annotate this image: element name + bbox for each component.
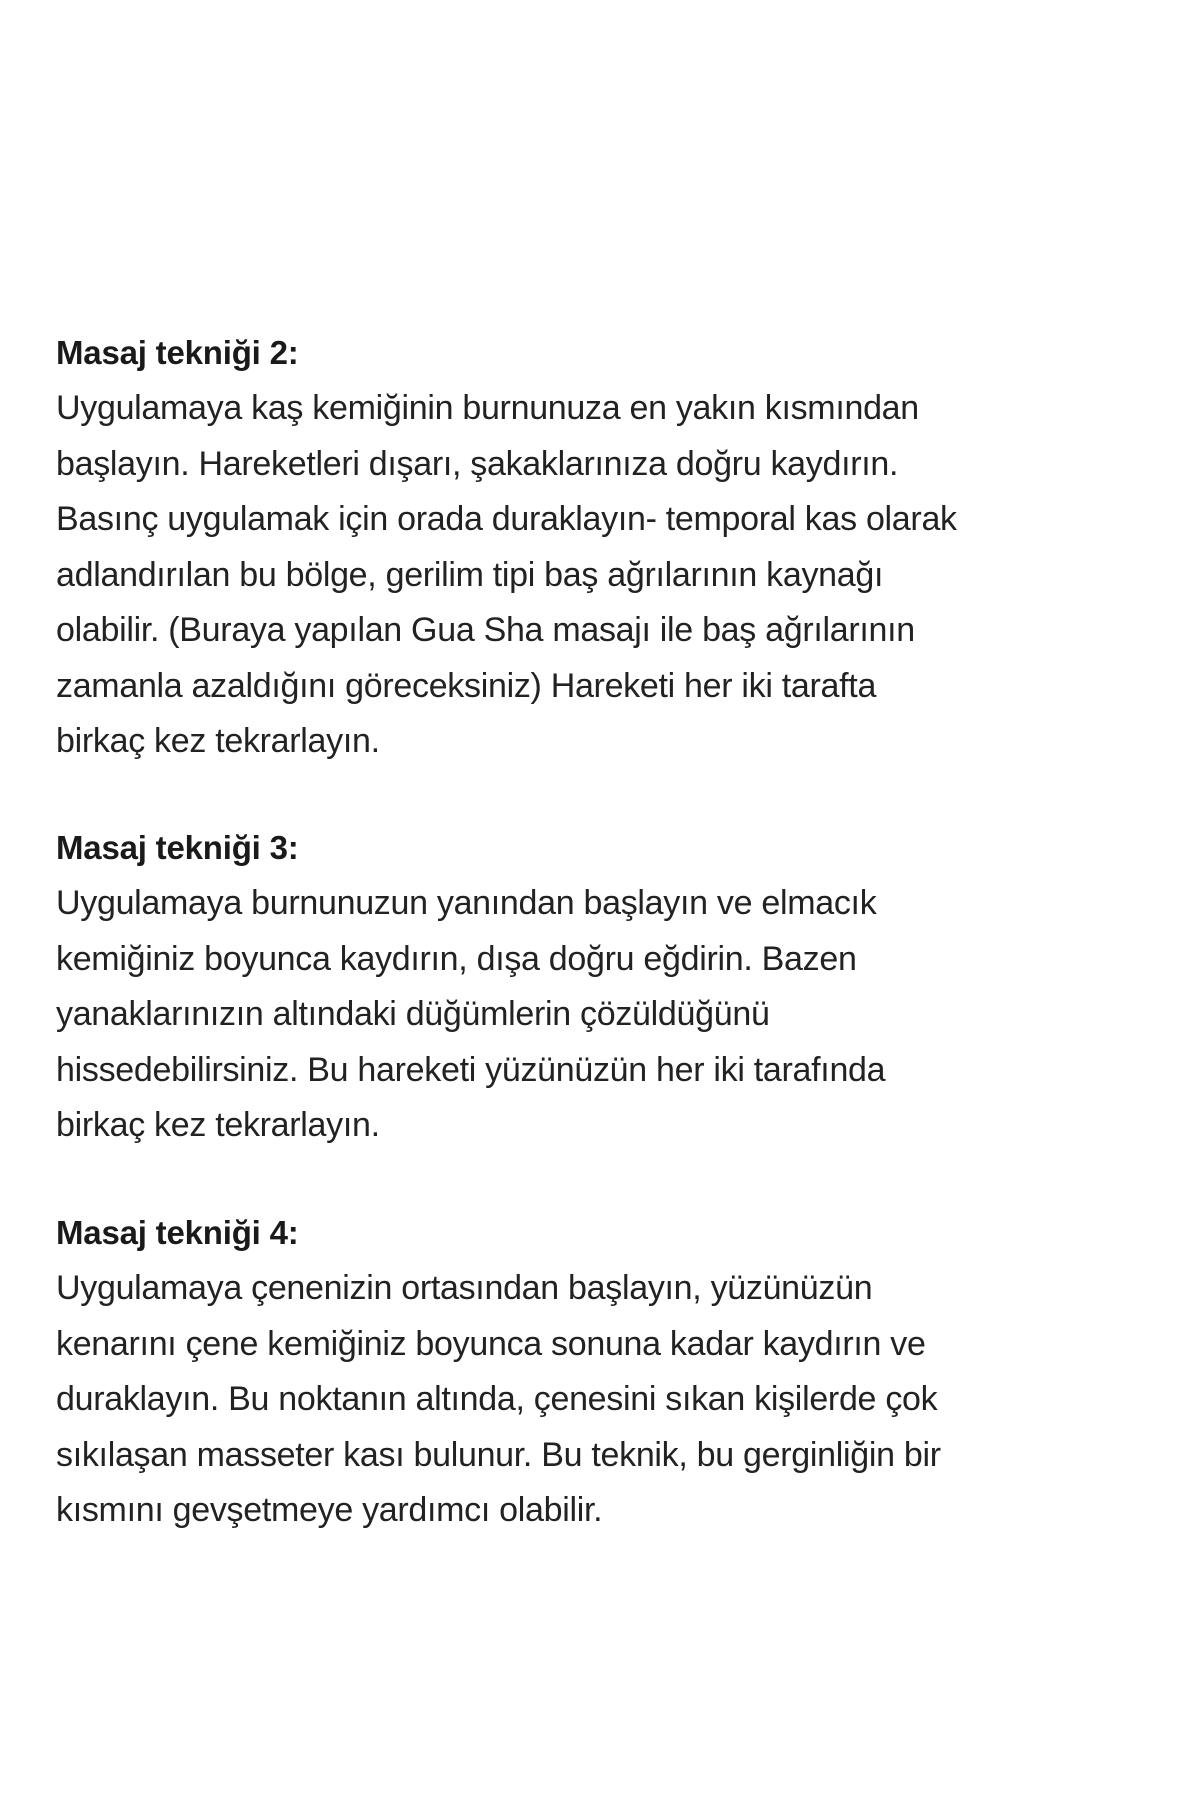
body-line: Uygulamaya kaş kemiğinin burnunuza en yakın kısmından [56, 389, 919, 427]
body-line: kemiğiniz boyunca kaydırın, dışa doğru eğdirin. Bazen [56, 939, 857, 978]
body-line: birkaç kez tekrarlayın. [56, 722, 380, 760]
body-line: Uygulamaya burnunuzun yanından başlayın ve elmacık [56, 884, 877, 922]
massage-technique-3-section [56, 820, 1156, 1154]
body-line: duraklayın. Bu noktanın altında, çenesini sıkan kişilerde çok [56, 1380, 938, 1418]
massage-technique-4-section [56, 1205, 1156, 1539]
body-line: hissedebilirsiniz. Bu hareketi yüzünüzün her iki tarafında [56, 1050, 886, 1089]
body-line: başlayın. Hareketleri dışarı, şakaklarınıza doğru kaydırın. [56, 444, 899, 483]
body-line: sıkılaşan masseter kası bulunur. Bu teknik, bu gerginliğin bir [56, 1435, 941, 1474]
section-body [56, 876, 1156, 1154]
body-line: kenarını çene kemiğiniz boyunca sonuna kadar kaydırın ve [56, 1324, 926, 1363]
body-line: kısmını gevşetmeye yardımcı olabilir. [56, 1491, 603, 1529]
body-line: adlandırılan bu bölge, gerilim tipi baş ağrılarının kaynağı [56, 555, 884, 594]
body-line: Basınç uygulamak için orada duraklayın- temporal kas olarak [56, 500, 957, 538]
section-heading: Masaj tekniği 2: [56, 334, 299, 371]
body-line: yanaklarınızın altındaki düğümlerin çözüldüğünü [56, 995, 770, 1033]
body-line: zamanla azaldığını göreceksiniz) Hareketi her iki tarafta [56, 666, 877, 705]
section-heading: Masaj tekniği 3: [56, 829, 299, 866]
massage-technique-2-section [56, 325, 1156, 770]
body-line: olabilir. (Buraya yapılan Gua Sha masajı ile baş ağrılarının [56, 611, 915, 649]
body-line: birkaç kez tekrarlayın. [56, 1106, 380, 1144]
section-body [56, 1261, 1156, 1539]
section-heading: Masaj tekniği 4: [56, 1214, 299, 1251]
section-body [56, 381, 1156, 770]
body-line: Uygulamaya çenenizin ortasından başlayın, yüzünüzün [56, 1269, 873, 1307]
